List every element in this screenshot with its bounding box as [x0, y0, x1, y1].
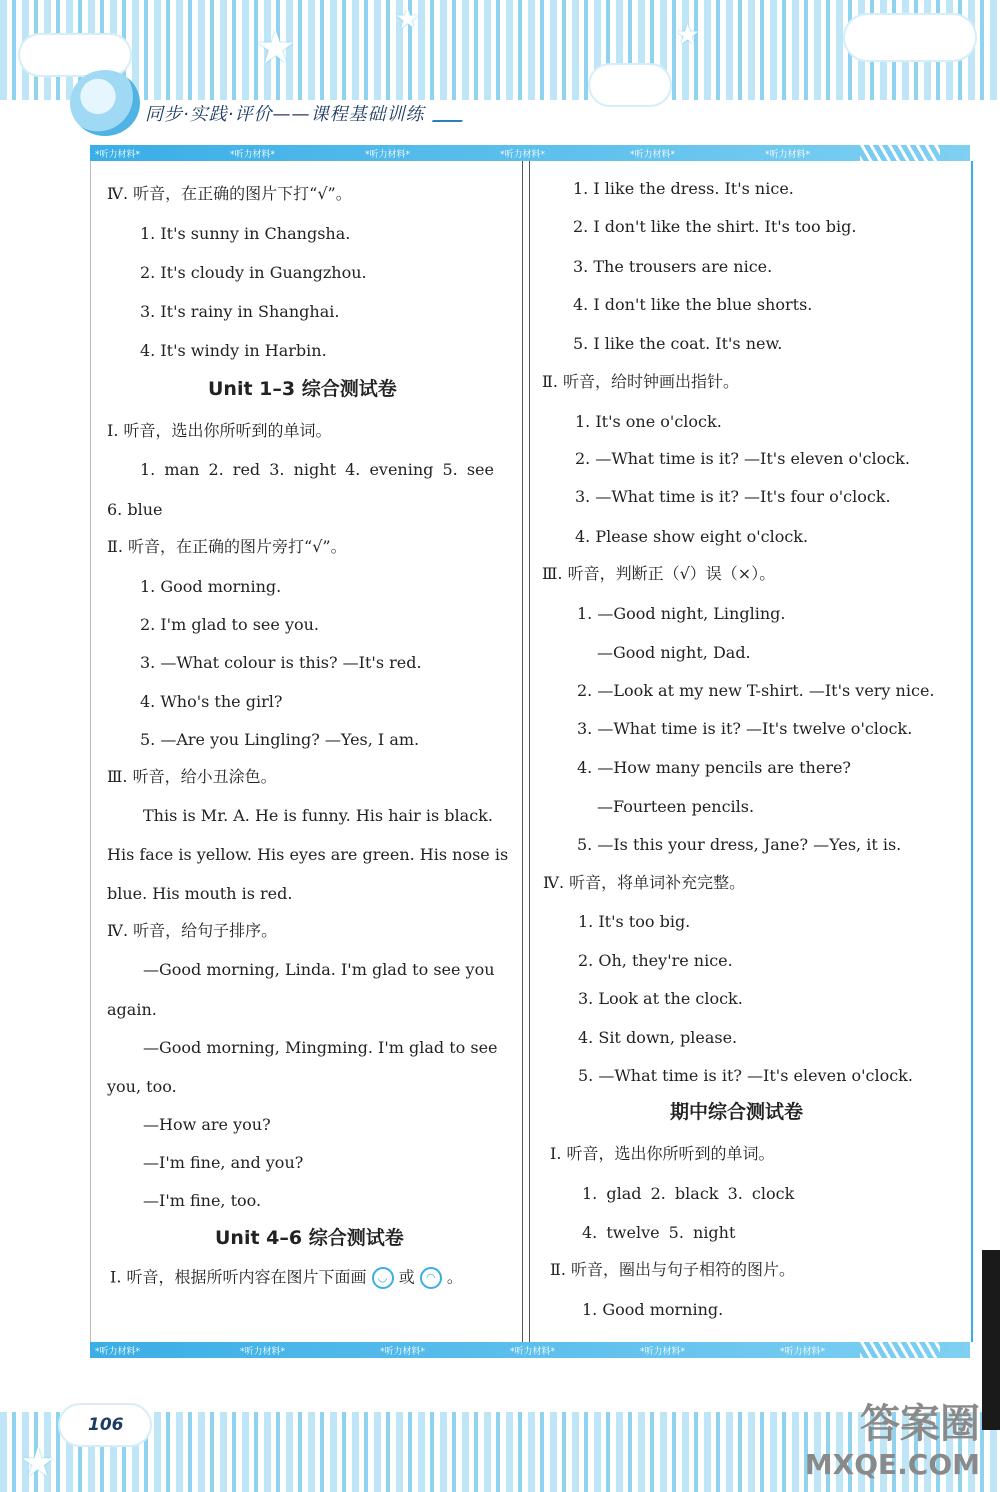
text-line: 5. —Is this your dress, Jane? —Yes, it is. — [577, 835, 902, 854]
watermark-url: MXQE.COM — [804, 1448, 980, 1481]
text-line: 2. Oh, they're nice. — [578, 951, 733, 970]
unit-title: Unit 4–6 综合测试卷 — [215, 1227, 404, 1249]
sad-face-icon: ◠ — [420, 1267, 442, 1289]
star-icon: ★ — [675, 18, 701, 51]
text-line: 1. It's too big. — [578, 912, 691, 931]
section-heading: Ⅳ. 听音，在正确的图片下打“√”。 — [107, 184, 352, 203]
section-heading: Ⅱ. 听音，圈出与句子相符的图片。 — [550, 1260, 796, 1279]
section-heading: Ⅰ. 听音，选出你所听到的单词。 — [107, 421, 332, 440]
banner-label: *听力材料* — [780, 1347, 826, 1357]
banner-label: *听力材料* — [380, 1347, 426, 1357]
text-line: 5. —What time is it? —It's eleven o'clock. — [578, 1066, 913, 1085]
page-number: 106 — [88, 1415, 124, 1435]
text-line: 4. Sit down, please. — [578, 1028, 738, 1047]
text-line: blue. His mouth is red. — [107, 884, 293, 903]
banner-label: *听力材料* — [230, 150, 276, 160]
listening-material-banner-top — [90, 145, 970, 161]
text-line: 1. Good morning. — [140, 577, 282, 596]
watermark-logo: 答案圈 — [860, 1401, 980, 1447]
instruction-text: 或 — [398, 1267, 415, 1287]
text-line: 4. twelve 5. night — [582, 1223, 736, 1242]
smiley-face-icon: ◡ — [372, 1267, 394, 1289]
text-line: 4. I don't like the blue shorts. — [573, 295, 813, 314]
text-line: 3. —What colour is this? —It's red. — [140, 653, 422, 672]
text-line: —Good morning, Linda. I'm glad to see you — [143, 960, 495, 979]
page-edge-tab — [982, 1250, 1000, 1430]
star-icon: ★ — [395, 2, 421, 35]
text-line: 5. I like the coat. It's new. — [573, 334, 783, 353]
section-heading: Ⅱ. 听音，在正确的图片旁打“√”。 — [107, 537, 347, 556]
text-line: 3. —What time is it? —It's twelve o'clock. — [577, 719, 913, 738]
text-line: 1. It's one o'clock. — [575, 412, 722, 431]
text-line: 2. I'm glad to see you. — [140, 615, 319, 634]
text-line: 1. I like the dress. It's nice. — [573, 179, 794, 198]
column-divider — [522, 161, 530, 1342]
text-line: 4. Please show eight o'clock. — [575, 527, 809, 546]
section-heading — [110, 1267, 463, 1289]
section-heading: Ⅳ. 听音，将单词补充完整。 — [543, 873, 746, 892]
instruction-text: 。 — [446, 1267, 463, 1287]
text-line: —Fourteen pencils. — [597, 797, 755, 816]
cloud-decoration — [590, 65, 670, 105]
section-heading: Ⅲ. 听音，给小丑涂色。 — [107, 767, 277, 786]
section-heading: Ⅳ. 听音，给句子排序。 — [107, 921, 278, 940]
text-line: 1. man 2. red 3. night 4. evening 5. see — [140, 460, 494, 479]
text-line: —I'm fine, too. — [143, 1191, 262, 1210]
banner-label: *听力材料* — [510, 1347, 556, 1357]
text-line: —I'm fine, and you? — [143, 1153, 304, 1172]
banner-label: *听力材料* — [765, 150, 811, 160]
text-line: 3. It's rainy in Shanghai. — [140, 302, 340, 321]
banner-label: *听力材料* — [95, 150, 141, 160]
text-line: 1. It's sunny in Changsha. — [140, 224, 351, 243]
text-line: 3. The trousers are nice. — [573, 257, 773, 276]
text-line: 4. Who's the girl? — [140, 692, 283, 711]
banner-label: *听力材料* — [95, 1347, 141, 1357]
text-line: His face is yellow. His eyes are green. His nose is — [107, 845, 509, 864]
section-heading: Ⅰ. 听音，选出你所听到的单词。 — [550, 1144, 775, 1163]
book-series-title: 同步·实践·评价——课程基础训练 — [145, 104, 425, 125]
instruction-text: Ⅰ. 听音，根据所听内容在图片下面画 — [110, 1267, 367, 1287]
banner-label: *听力材料* — [630, 150, 676, 160]
text-line: 2. It's cloudy in Guangzhou. — [140, 263, 367, 282]
listening-material-banner-bottom — [90, 1342, 970, 1358]
text-line: 5. —Are you Lingling? —Yes, I am. — [140, 730, 420, 749]
section-heading: Ⅲ. 听音，判断正（√）误（×）。 — [542, 564, 776, 583]
text-line: —Good night, Dad. — [597, 643, 751, 662]
stripe-hatch-decoration — [860, 145, 940, 161]
banner-label: *听力材料* — [365, 150, 411, 160]
text-line: 2. I don't like the shirt. It's too big. — [573, 217, 857, 236]
unit-title: Unit 1–3 综合测试卷 — [208, 378, 397, 400]
text-line: 1. glad 2. black 3. clock — [582, 1184, 795, 1203]
paper-plane-icon — [427, 120, 463, 130]
text-line: 1. Good morning. — [582, 1300, 724, 1319]
stripe-hatch-decoration — [860, 1342, 940, 1358]
star-icon: ★ — [20, 1440, 56, 1486]
banner-label: *听力材料* — [240, 1347, 286, 1357]
text-line: 4. It's windy in Harbin. — [140, 341, 327, 360]
text-line: —Good morning, Mingming. I'm glad to see — [143, 1038, 498, 1057]
banner-label: *听力材料* — [640, 1347, 686, 1357]
text-line: 4. —How many pencils are there? — [577, 758, 852, 777]
text-line: 1. —Good night, Lingling. — [577, 604, 786, 623]
text-line: again. — [107, 1000, 157, 1019]
text-line: 2. —What time is it? —It's eleven o'clock. — [575, 449, 910, 468]
text-line: 3. Look at the clock. — [578, 989, 743, 1008]
cloud-decoration — [845, 15, 975, 60]
section-heading: Ⅱ. 听音，给时钟画出指针。 — [542, 372, 740, 391]
banner-label: *听力材料* — [500, 150, 546, 160]
text-line: 3. —What time is it? —It's four o'clock. — [575, 487, 891, 506]
cartoon-mascot-icon — [70, 70, 140, 136]
exam-title: 期中综合测试卷 — [670, 1101, 804, 1123]
text-line: This is Mr. A. He is funny. His hair is black. — [143, 806, 493, 825]
star-icon: ★ — [255, 20, 297, 74]
text-line: 2. —Look at my new T-shirt. —It's very nice. — [577, 681, 935, 700]
text-line: 6. blue — [107, 500, 163, 519]
text-line: you, too. — [107, 1077, 177, 1096]
text-line: —How are you? — [143, 1115, 271, 1134]
cloud-decoration — [20, 35, 130, 75]
